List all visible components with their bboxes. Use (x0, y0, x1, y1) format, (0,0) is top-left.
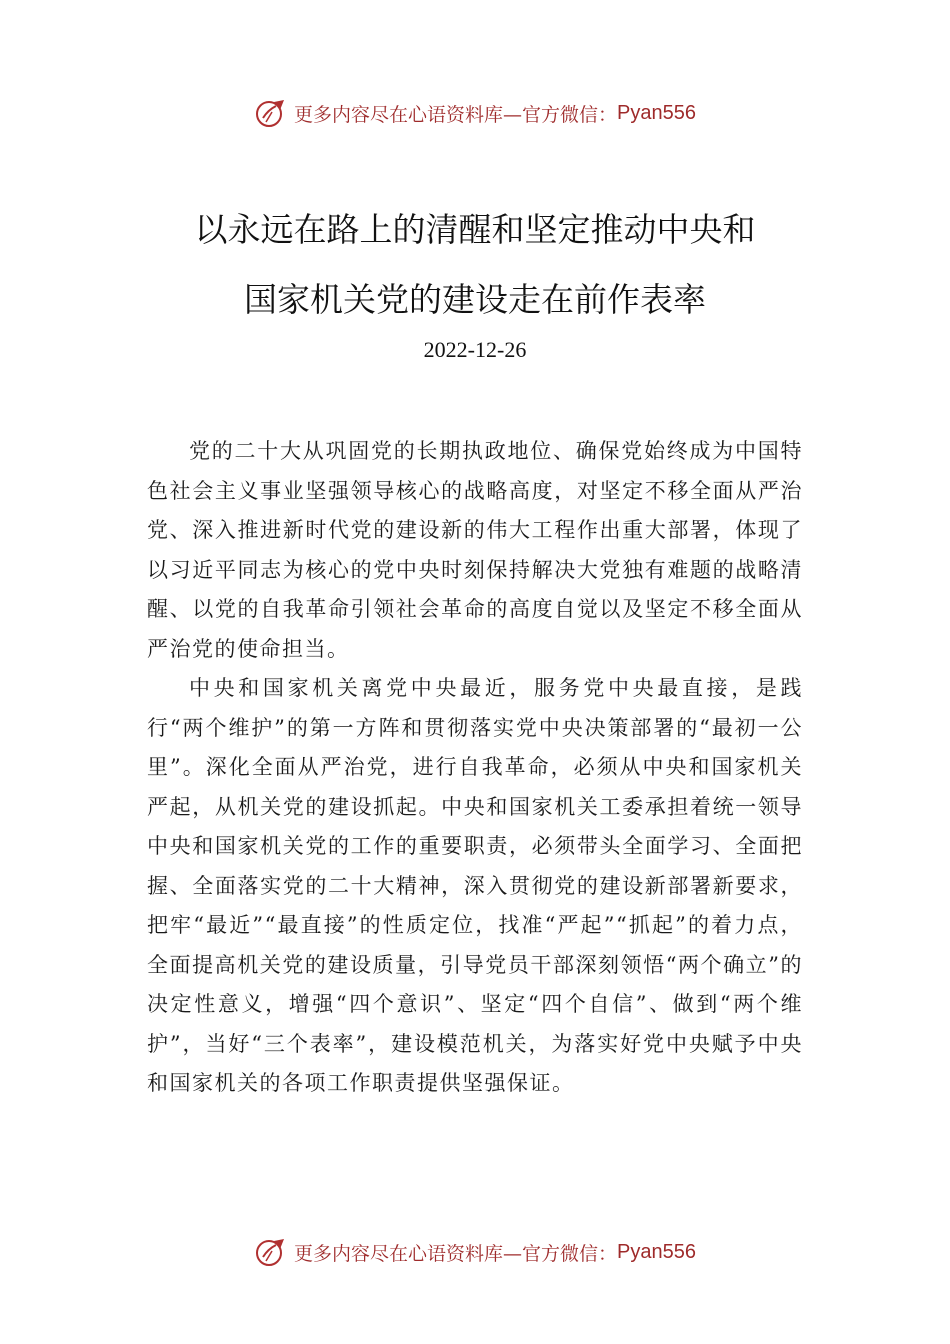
header-watermark (0, 93, 950, 133)
pen-logo-icon (254, 1235, 288, 1269)
watermark-text: 更多内容尽在心语资料库—官方微信： (294, 103, 618, 126)
footer-watermark (0, 1232, 950, 1272)
document-title-line-1: 以永远在路上的清醒和坚定推动中央和 (194, 210, 756, 249)
paragraph: 党的二十大从巩固党的长期执政地位、确保党始终成为中国特色社会主义事业坚强领导核心的战略高度，对坚定不移全面从严治党、深入推进新时代党的建设新的伟大工程作出重大部署，体现了以习近平同志为核心的党中央时刻保持解决大党独有难题的战略清醒、以党的自我革命引领社会革命的高度自觉以及坚定不移全面从严治党的使命担当。 (147, 439, 803, 661)
document-title-line-2: 国家机关党的建设走在前作表率 (244, 280, 706, 319)
paragraph: 中央和国家机关离党中央最近，服务党中央最直接，是践行“两个维护”的第一方阵和贯彻落实党中央决策部署的“最初一公里”。深化全面从严治党，进行自我革命，必须从中央和国家机关严起，从机关党的建设抓起。中央和国家机关工委承担着统一领导中央和国家机关党的工作的重要职责，必须带头全面学习、全面把握、全面落实党的二十大精神，深入贯彻党的建设新部署新要求，把牢“最近”“最直接”的性质定位，找准“严起”“抓起”的着力点，全面提高机关党的建设质量，引导党员干部深刻领悟“两个确立”的决定性意义，增强“四个意识”、坚定“四个自信”、做到“两个维护”，当好“三个表率”，建设模范机关，为落实好党中央赋予中央和国家机关的各项工作职责提供坚强保证。 (147, 676, 803, 1095)
document-body (147, 432, 803, 1104)
watermark-wechat-id: Pyan556 (617, 1240, 696, 1263)
watermark-text: 更多内容尽在心语资料库—官方微信： (294, 1242, 618, 1265)
document-date: 2022-12-26 (423, 337, 527, 362)
watermark-wechat-id: Pyan556 (617, 101, 696, 124)
pen-logo-icon (254, 96, 288, 130)
